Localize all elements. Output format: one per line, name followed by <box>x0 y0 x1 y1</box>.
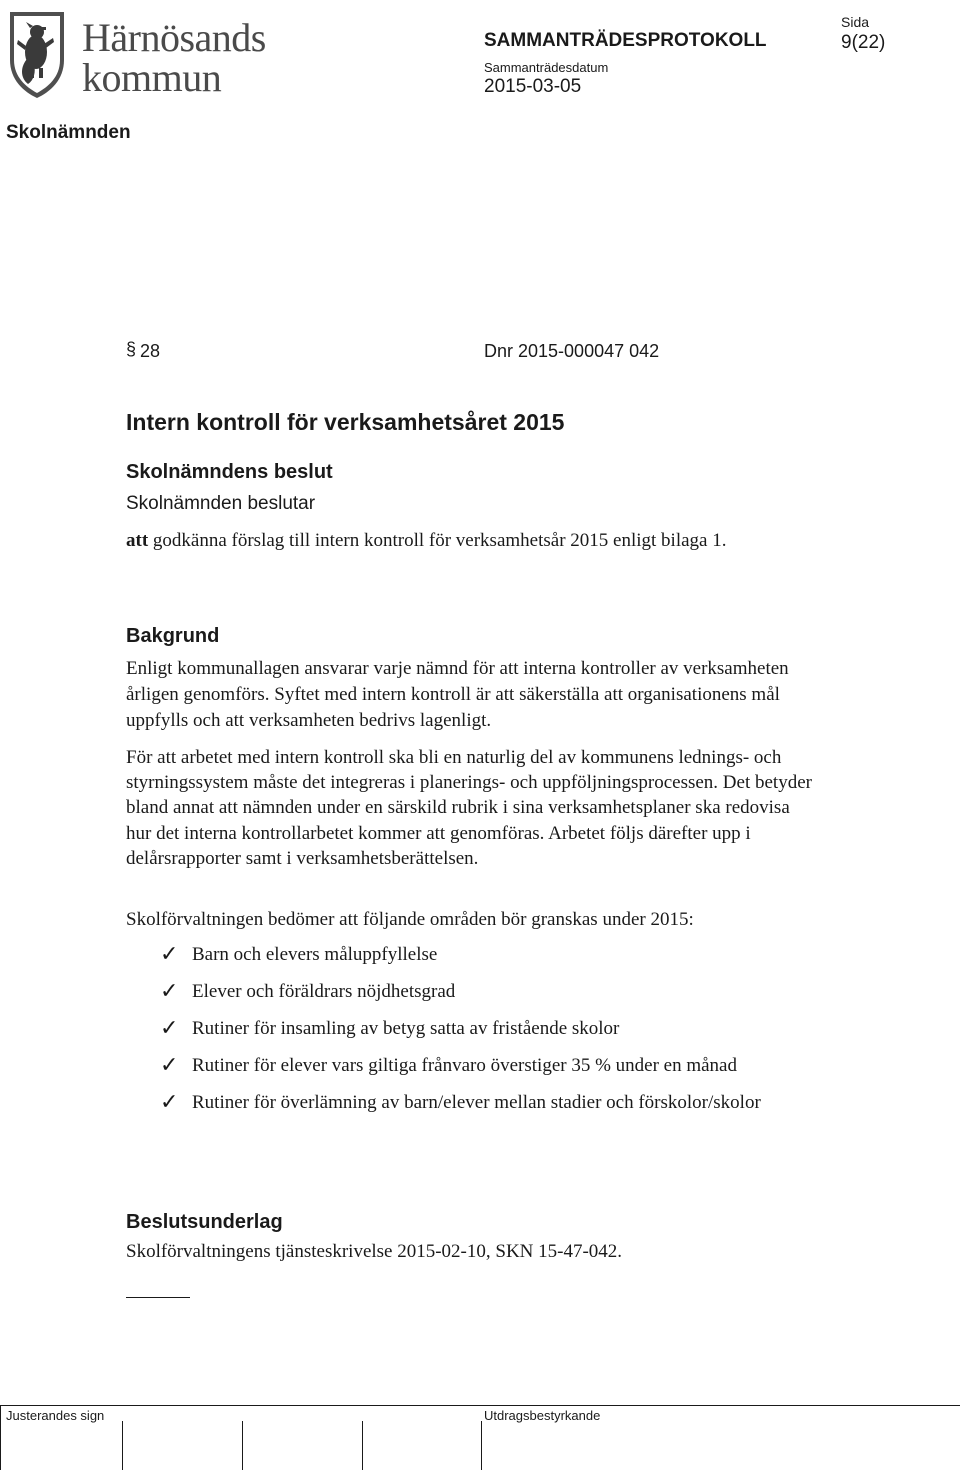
list-item <box>160 1016 800 1042</box>
certification-label: Utdragsbestyrkande <box>484 1408 601 1423</box>
list-item <box>160 942 800 968</box>
logo-wordmark-line-2: kommun <box>82 55 222 100</box>
checkmark-icon: ✓ <box>160 978 179 1003</box>
signature-box-divider <box>362 1421 363 1470</box>
section-sign: § <box>126 339 137 359</box>
list-item <box>160 979 800 1005</box>
meeting-date-label: Sammanträdesdatum <box>484 60 609 75</box>
list-item-text: Barn och elevers måluppfyllelse <box>192 944 438 965</box>
checkmark-icon: ✓ <box>160 941 179 966</box>
logo-wordmark-line-1: Härnösands <box>82 15 266 60</box>
background-heading: Bakgrund <box>126 625 220 647</box>
basis-text: Skolförvaltningens tjänsteskrivelse 2015-02-10, SKN 15-47-042. <box>126 1241 623 1262</box>
meeting-date: 2015-03-05 <box>484 76 582 97</box>
signature-label: Justerandes sign <box>6 1408 105 1423</box>
list-item <box>160 1053 800 1079</box>
list-item-text: Rutiner för insamling av betyg satta av fristående skolor <box>192 1018 620 1039</box>
checkmark-icon: ✓ <box>160 1052 179 1077</box>
decision-text <box>126 528 766 554</box>
checkmark-icon: ✓ <box>160 1089 179 1114</box>
decision-heading: Skolnämndens beslut <box>126 461 333 483</box>
basis-heading: Beslutsunderlag <box>126 1211 283 1233</box>
decision-keyword: att <box>126 530 149 551</box>
page-label: Sida <box>841 14 870 30</box>
section-number: 28 <box>140 341 161 361</box>
footer-divider <box>0 1405 960 1406</box>
signature-box-divider <box>122 1421 123 1470</box>
checkmark-icon: ✓ <box>160 1015 179 1040</box>
diary-number: Dnr 2015-000047 042 <box>484 341 660 361</box>
page-number: 9(22) <box>841 32 886 53</box>
signature-box-divider <box>242 1421 243 1470</box>
review-areas-list <box>160 942 800 1127</box>
end-divider <box>126 1297 190 1298</box>
footer-left-border <box>0 1405 1 1470</box>
background-paragraph-3: Skolförvaltningen bedömer att följande områden bör granskas under 2015: <box>126 909 694 930</box>
list-item <box>160 1090 800 1116</box>
page-title: Intern kontroll för verksamhetsåret 2015 <box>126 409 565 435</box>
list-item-text: Rutiner för överlämning av barn/elever mellan stadier och förskolor/skolor <box>192 1092 761 1113</box>
background-paragraph-1: Enligt kommunallagen ansvarar varje nämnd för att interna kontroller av verksamheten årligen genomförs. Syftet med intern kontroll är att säkerställa att organisationens mål uppfylls och att verksamheten bedrivs lagenligt. <box>126 658 789 731</box>
decision-body: godkänna förslag till intern kontroll för verksamhetsår 2015 enligt bilaga 1. <box>148 530 727 551</box>
document-type: SAMMANTRÄDESPROTOKOLL <box>484 30 767 51</box>
coat-of-arms-icon <box>6 8 68 100</box>
list-item-text: Rutiner för elever vars giltiga frånvaro överstiger 35 % under en månad <box>192 1055 737 1076</box>
committee-name: Skolnämnden <box>6 122 131 143</box>
background-paragraph-2: För att arbetet med intern kontroll ska bli en naturlig del av kommunens lednings- och styrningssystem måste det integreras i planerings- och uppföljningsprocessen. Det betyder bland annat att nämnden under en särskild rubrik i sina verksamhetsplaner ska redovisa hur det interna kontrollarbetet kommer att genomföras. Arbetet följs därefter upp i delårsrapporter samt i verksamhetsberättelsen. <box>126 747 812 869</box>
list-item-text: Elever och föräldrars nöjdhetsgrad <box>192 981 456 1002</box>
decision-intro: Skolnämnden beslutar <box>126 493 316 514</box>
signature-box-divider <box>481 1421 482 1470</box>
